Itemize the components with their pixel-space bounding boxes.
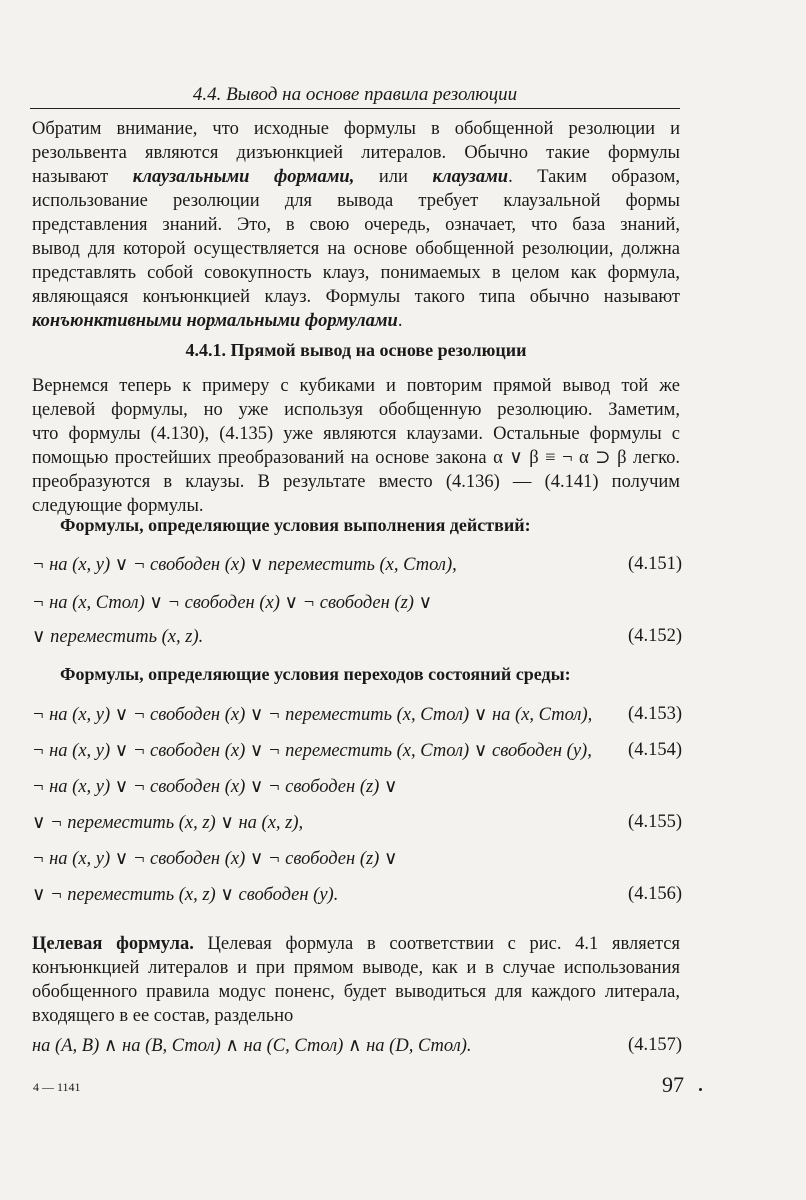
text-line [32, 1004, 680, 1028]
text-run: . Таким образом, [508, 167, 680, 187]
text-line [32, 237, 680, 261]
text-run: целевой формулы, но уже используя обобщенную резолюцию. Заметим, [32, 400, 680, 420]
text-run: резольвента являются дизъюнкцией литералов. Обычно такие формулы [32, 143, 680, 163]
text-run: Целевая формула в соответствии с рис. 4.1 является [193, 934, 680, 954]
formula-text: ¬ на (x, y) ∨ ¬ свободен (x) ∨ ¬ свободен (z) ∨ [32, 777, 398, 797]
text-line [32, 374, 680, 398]
text-line [32, 980, 680, 1004]
formula-number: (4.152) [628, 626, 682, 646]
text-run: преобразуются в клаузы. В результате вместо (4.136) — (4.141) получим [32, 472, 680, 492]
text-line [32, 932, 680, 956]
text-run: обобщенного правила модус поненс, будет выводиться для каждого литерала, [32, 982, 680, 1002]
running-head: 4.4. Вывод на основе правила резолюции [192, 84, 518, 105]
text-run: использование резолюции для вывода требует клаузальной формы [32, 191, 680, 211]
subheading-state-transitions: Формулы, определяющие условия переходов состояний среды: [60, 664, 571, 684]
text-run: вывод для которой осуществляется на основе обобщенной резолюции, должна [32, 239, 680, 259]
emphasized-term: клаузами [432, 167, 509, 187]
formula-text: ¬ на (x, y) ∨ ¬ свободен (x) ∨ ¬ свободен (z) ∨ [32, 849, 398, 869]
formula-number: (4.151) [628, 554, 682, 574]
emphasized-term: клаузальными формами, [132, 167, 355, 187]
formula-line [32, 812, 682, 838]
text-line [32, 422, 680, 446]
text-line [32, 165, 680, 189]
text-run: называют [32, 167, 133, 187]
text-run: Вернемся теперь к примеру с кубиками и повторим прямой вывод той же [32, 376, 680, 396]
text-line [32, 213, 680, 237]
formula-line [32, 592, 682, 618]
formula-text: ∨ ¬ переместить (x, z) ∨ свободен (y). [32, 885, 339, 905]
text-line [32, 189, 680, 213]
body-paragraph [32, 374, 680, 518]
formula-number: (4.153) [628, 704, 682, 724]
page-number: 97 [662, 1072, 684, 1097]
section-title: 4.4.1. Прямой вывод на основе резолюции [185, 340, 527, 360]
text-run: являющаяся конъюнкцией клауз. Формулы такого типа обычно называют [32, 287, 680, 307]
formula-line [32, 626, 682, 652]
text-run: представления знаний. Это, в свою очередь, означает, что база знаний, [32, 215, 680, 235]
text-line [32, 470, 680, 494]
text-run: помощью простейших преобразований на основе закона α ∨ β ≡ ¬ α ⊃ β легко. [32, 448, 680, 468]
text-run: . [397, 311, 403, 331]
text-run: представлять собой совокупность клауз, понимаемых в целом как формула, [32, 263, 680, 283]
formula-line [32, 554, 682, 580]
text-run: что формулы (4.130), (4.135) уже являются клаузами. Остальные формулы с [32, 424, 680, 444]
text-run: следующие формулы. [32, 496, 204, 516]
text-line [32, 261, 680, 285]
formula-number: (4.154) [628, 740, 682, 760]
formula-text: ¬ на (x, y) ∨ ¬ свободен (x) ∨ ¬ переместить (x, Стол) ∨ свободен (y), [32, 741, 592, 761]
formula-line [32, 776, 682, 802]
formula-text: ¬ на (x, y) ∨ ¬ свободен (x) ∨ переместить (x, Стол), [32, 555, 457, 575]
intro-paragraph [32, 117, 680, 333]
header-rule [30, 108, 680, 109]
text-line [32, 141, 680, 165]
formula-line [32, 1035, 682, 1061]
text-run: конъюнкцией литералов и при прямом выводе, как и в случае использования [32, 958, 680, 978]
text-run: входящего в ее состав, раздельно [32, 1006, 294, 1026]
text-run: или [354, 167, 433, 187]
formula-line [32, 848, 682, 874]
formula-line [32, 704, 682, 730]
text-line [32, 309, 680, 333]
formula-text: ∨ переместить (x, z). [32, 627, 204, 647]
bold-term: Целевая формула. [32, 934, 194, 954]
formula-text: ∨ ¬ переместить (x, z) ∨ на (x, z), [32, 813, 304, 833]
formula-line [32, 884, 682, 910]
text-line [32, 285, 680, 309]
emphasized-term: конъюнктивными нормальными формулами [32, 311, 398, 331]
text-line [32, 398, 680, 422]
formula-number: (4.156) [628, 884, 682, 904]
formula-number: (4.157) [628, 1035, 682, 1055]
text-line [32, 956, 680, 980]
formula-line [32, 740, 682, 766]
target-paragraph [32, 932, 680, 1028]
formula-text: ¬ на (x, y) ∨ ¬ свободен (x) ∨ ¬ переместить (x, Стол) ∨ на (x, Стол), [32, 705, 593, 725]
subheading-action-conditions: Формулы, определяющие условия выполнения действий: [60, 515, 531, 535]
text-line [32, 446, 680, 470]
formula-number: (4.155) [628, 812, 682, 832]
formula-text: на (A, B) ∧ на (B, Стол) ∧ на (C, Стол) ∧ на (D, Стол). [32, 1036, 472, 1056]
signature-code: 4 — 1141 [33, 1080, 81, 1094]
text-line [32, 117, 680, 141]
text-run: Обратим внимание, что исходные формулы в обобщенной резолюции и [32, 119, 680, 139]
formula-text: ¬ на (x, Стол) ∨ ¬ свободен (x) ∨ ¬ свободен (z) ∨ [32, 593, 433, 613]
print-speck [699, 1088, 702, 1091]
